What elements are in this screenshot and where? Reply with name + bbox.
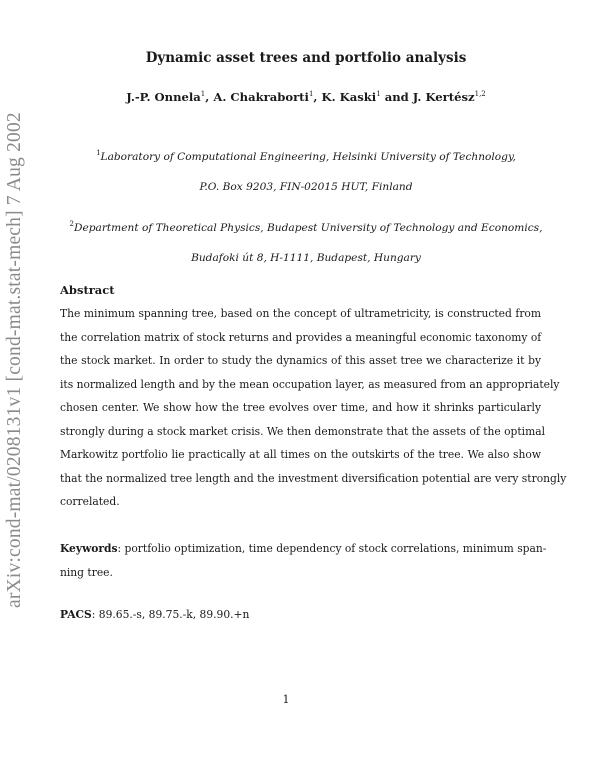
abstract-line: the stock market. In order to study the dynamics of this asset tree we characterize it by	[60, 354, 541, 367]
affiliation-2	[6, 213, 600, 273]
keywords-text: : portfolio optimization, time dependency of stock correlations, minimum span-	[117, 542, 547, 555]
abstract-body	[60, 302, 567, 514]
author-name: A. Chakraborti	[213, 90, 309, 104]
affiliation-mark: 1	[96, 149, 101, 157]
pacs-label: PACS	[60, 608, 92, 621]
abstract-line: correlated.	[60, 495, 120, 508]
abstract-line: Markowitz portfolio lie practically at all times on the outskirts of the tree. We also show	[60, 448, 541, 461]
affiliation-line: Laboratory of Computational Engineering, Helsinki University of Technology,	[100, 151, 516, 163]
affiliation-address: P.O. Box 9203, FIN-02015 HUT, Finland	[199, 181, 413, 193]
page-number: 1	[282, 693, 290, 706]
author-affil-mark: 1	[200, 90, 206, 98]
abstract-line: The minimum spanning tree, based on the concept of ultrametricity, is constructed from	[60, 307, 541, 320]
abstract-line: chosen center. We show how the tree evolves over time, and how it shrinks particularly	[60, 401, 541, 414]
abstract-line: its normalized length and by the mean occupation layer, as measured from an appropriately	[60, 377, 560, 391]
abstract-line: the correlation matrix of stock returns and provides a meaningful economic taxonomy of	[60, 330, 542, 344]
author-name: J. Kertész	[412, 90, 475, 104]
author-affil-mark: 1	[308, 90, 314, 98]
arxiv-margin-stamp: arXiv:cond-mat/0208131v1 [cond-mat.stat-mech] 7 Aug 2002	[4, 112, 25, 608]
affiliation-1	[6, 142, 600, 202]
paper-title: Dynamic asset trees and portfolio analysis	[145, 50, 467, 66]
abstract-line: that the normalized tree length and the investment diversification potential are very strongly	[60, 471, 567, 485]
author-separator: ,	[313, 90, 322, 104]
affiliation-address: Budafoki út 8, H-1111, Budapest, Hungary	[191, 252, 421, 264]
pacs-section	[60, 606, 249, 624]
author-name: J.-P. Onnela	[126, 90, 201, 104]
abstract-line: strongly during a stock market crisis. We then demonstrate that the assets of the optimal	[60, 424, 546, 438]
author-line	[6, 90, 600, 104]
author-name: K. Kaski	[321, 90, 377, 104]
affiliation-line: Department of Theoretical Physics, Budapest University of Technology and Economics,	[74, 222, 543, 234]
keywords-section	[60, 537, 547, 585]
abstract-heading: Abstract	[60, 283, 115, 297]
author-separator: ,	[205, 90, 214, 104]
author-separator: and	[380, 90, 413, 104]
author-affil-mark: 1,2	[474, 90, 486, 98]
affiliation-mark: 2	[69, 220, 74, 228]
pacs-codes: : 89.65.-s, 89.75.-k, 89.90.+n	[91, 608, 250, 621]
author-affil-mark: 1	[376, 90, 381, 98]
keywords-text-continued: ning tree.	[60, 566, 113, 579]
keywords-label: Keywords	[60, 542, 118, 555]
